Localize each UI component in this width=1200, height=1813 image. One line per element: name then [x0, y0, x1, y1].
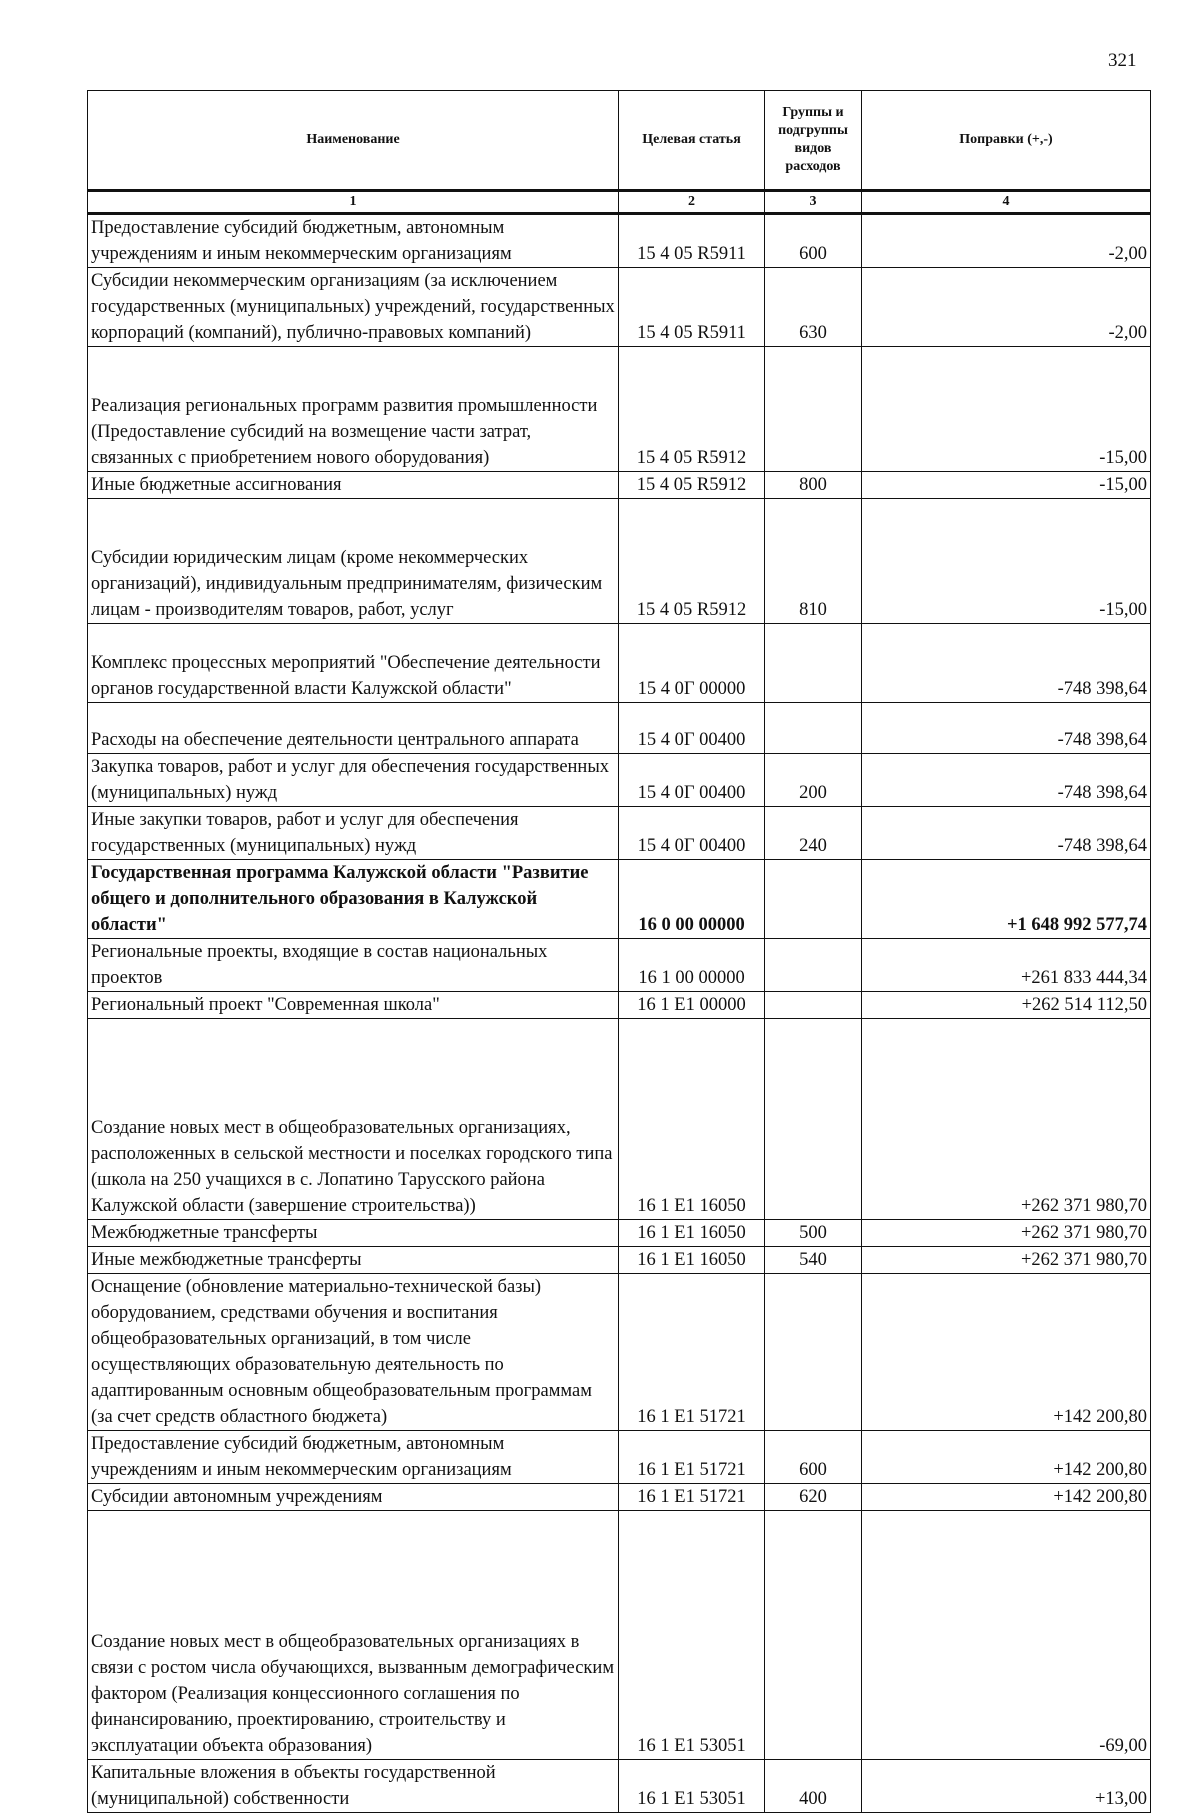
table-row [88, 1019, 1151, 1220]
row-target-code: 16 1 E1 16050 [619, 1220, 765, 1247]
row-amount: +142 200,80 [862, 1484, 1151, 1511]
row-target-code: 15 4 0Г 00400 [619, 703, 765, 754]
row-name: Региональные проекты, входящие в состав национальных проектов [88, 939, 619, 992]
row-amount: +261 833 444,34 [862, 939, 1151, 992]
table-row [88, 268, 1151, 347]
row-amount: -748 398,64 [862, 624, 1151, 703]
row-target-code: 16 1 E1 53051 [619, 1760, 765, 1813]
row-target-code: 15 4 05 R5912 [619, 499, 765, 624]
header-group: Группы и подгруппы видов расходов [765, 91, 862, 191]
column-number: 3 [765, 191, 862, 214]
row-expense-group: 620 [765, 1484, 862, 1511]
row-target-code: 15 4 05 R5912 [619, 472, 765, 499]
table-header-row [88, 91, 1151, 191]
row-name: Иные межбюджетные трансферты [88, 1247, 619, 1274]
table-row [88, 347, 1151, 472]
row-amount: +13,00 [862, 1760, 1151, 1813]
row-expense-group: 400 [765, 1760, 862, 1813]
row-name: Капитальные вложения в объекты государственной (муниципальной) собственности [88, 1760, 619, 1813]
row-amount: -15,00 [862, 347, 1151, 472]
row-target-code: 15 4 0Г 00400 [619, 807, 765, 860]
row-amount: +262 371 980,70 [862, 1247, 1151, 1274]
row-name: Государственная программа Калужской области "Развитие общего и дополнительного образования в Калужской области" [88, 860, 619, 939]
row-name: Иные закупки товаров, работ и услуг для обеспечения государственных (муниципальных) нужд [88, 807, 619, 860]
row-expense-group: 800 [765, 472, 862, 499]
row-expense-group: 240 [765, 807, 862, 860]
table-body [88, 214, 1151, 1813]
row-name: Создание новых мест в общеобразовательных организациях, расположенных в сельской местности и поселках городского типа (школа на 250 учащихся в с. Лопатино Тарусского района Калужской области (завершение строительства)) [88, 1019, 619, 1220]
row-amount: +262 371 980,70 [862, 1220, 1151, 1247]
table-row [88, 703, 1151, 754]
row-amount: +142 200,80 [862, 1274, 1151, 1431]
table-row [88, 860, 1151, 939]
table-row [88, 1247, 1151, 1274]
row-name: Предоставление субсидий бюджетным, автономным учреждениям и иным некоммерческим организациям [88, 214, 619, 268]
row-expense-group [765, 1274, 862, 1431]
row-target-code: 16 1 E1 16050 [619, 1247, 765, 1274]
table-row [88, 214, 1151, 268]
row-name: Реализация региональных программ развития промышленности (Предоставление субсидий на возмещение части затрат, связанных с приобретением нового оборудования) [88, 347, 619, 472]
row-amount: -748 398,64 [862, 703, 1151, 754]
row-target-code: 15 4 05 R5911 [619, 214, 765, 268]
row-target-code: 16 1 00 00000 [619, 939, 765, 992]
row-amount: -69,00 [862, 1511, 1151, 1760]
header-code: Целевая статья [619, 91, 765, 191]
row-amount: -15,00 [862, 472, 1151, 499]
row-expense-group: 600 [765, 1431, 862, 1484]
header-name: Наименование [88, 91, 619, 191]
row-amount: +262 371 980,70 [862, 1019, 1151, 1220]
table-row [88, 807, 1151, 860]
row-expense-group [765, 1019, 862, 1220]
row-amount: +262 514 112,50 [862, 992, 1151, 1019]
column-number-row [88, 191, 1151, 214]
row-expense-group: 540 [765, 1247, 862, 1274]
page-number: 321 [1108, 50, 1137, 71]
table-row [88, 499, 1151, 624]
row-target-code: 16 0 00 00000 [619, 860, 765, 939]
row-name: Субсидии некоммерческим организациям (за исключением государственных (муниципальных) учреждений, государственных корпораций (компаний), публично-правовых компаний) [88, 268, 619, 347]
row-name: Создание новых мест в общеобразовательных организациях в связи с ростом числа обучающихся, вызванным демографическим фактором (Реализация концессионного соглашения по финансированию, проектированию, строительству и эксплуатации объекта образования) [88, 1511, 619, 1760]
row-name: Региональный проект "Современная школа" [88, 992, 619, 1019]
column-number: 2 [619, 191, 765, 214]
row-expense-group: 630 [765, 268, 862, 347]
row-name: Межбюджетные трансферты [88, 1220, 619, 1247]
row-amount: +142 200,80 [862, 1431, 1151, 1484]
row-name: Субсидии автономным учреждениям [88, 1484, 619, 1511]
table-row [88, 1760, 1151, 1813]
row-expense-group [765, 860, 862, 939]
row-expense-group [765, 703, 862, 754]
table-row [88, 939, 1151, 992]
row-target-code: 15 4 0Г 00000 [619, 624, 765, 703]
row-amount: -748 398,64 [862, 754, 1151, 807]
row-name: Расходы на обеспечение деятельности центрального аппарата [88, 703, 619, 754]
row-target-code: 16 1 E1 53051 [619, 1511, 765, 1760]
row-name: Закупка товаров, работ и услуг для обеспечения государственных (муниципальных) нужд [88, 754, 619, 807]
row-expense-group [765, 347, 862, 472]
header-amount: Поправки (+,-) [862, 91, 1151, 191]
row-target-code: 15 4 05 R5912 [619, 347, 765, 472]
row-name: Субсидии юридическим лицам (кроме некоммерческих организаций), индивидуальным предпринимателям, физическим лицам - производителям товаров, работ, услуг [88, 499, 619, 624]
row-target-code: 16 1 E1 16050 [619, 1019, 765, 1220]
row-target-code: 16 1 E1 51721 [619, 1431, 765, 1484]
row-amount: -15,00 [862, 499, 1151, 624]
row-expense-group [765, 992, 862, 1019]
table-row [88, 754, 1151, 807]
table-row [88, 992, 1151, 1019]
table-row [88, 624, 1151, 703]
row-expense-group: 810 [765, 499, 862, 624]
table-row [88, 1220, 1151, 1247]
row-expense-group [765, 624, 862, 703]
row-expense-group [765, 1511, 862, 1760]
row-amount: -748 398,64 [862, 807, 1151, 860]
row-expense-group: 200 [765, 754, 862, 807]
row-expense-group [765, 939, 862, 992]
row-amount: -2,00 [862, 268, 1151, 347]
row-name: Предоставление субсидий бюджетным, автономным учреждениям и иным некоммерческим организациям [88, 1431, 619, 1484]
row-name: Иные бюджетные ассигнования [88, 472, 619, 499]
table-row [88, 1431, 1151, 1484]
row-target-code: 16 1 E1 51721 [619, 1274, 765, 1431]
row-target-code: 15 4 05 R5911 [619, 268, 765, 347]
table-row [88, 472, 1151, 499]
column-number: 1 [88, 191, 619, 214]
row-target-code: 16 1 E1 51721 [619, 1484, 765, 1511]
row-target-code: 16 1 E1 00000 [619, 992, 765, 1019]
row-expense-group: 500 [765, 1220, 862, 1247]
row-name: Оснащение (обновление материально-технической базы) оборудованием, средствами обучения и воспитания общеобразовательных организаций, в том числе осуществляющих образовательную деятельность по адаптированным основным общеобразовательным программам (за счет средств областного бюджета) [88, 1274, 619, 1431]
table-row [88, 1511, 1151, 1760]
table-row [88, 1484, 1151, 1511]
table-row [88, 1274, 1151, 1431]
row-amount: -2,00 [862, 214, 1151, 268]
row-target-code: 15 4 0Г 00400 [619, 754, 765, 807]
row-name: Комплекс процессных мероприятий "Обеспечение деятельности органов государственной власти Калужской области" [88, 624, 619, 703]
row-expense-group: 600 [765, 214, 862, 268]
row-amount: +1 648 992 577,74 [862, 860, 1151, 939]
column-number: 4 [862, 191, 1151, 214]
budget-table [87, 90, 1151, 1813]
